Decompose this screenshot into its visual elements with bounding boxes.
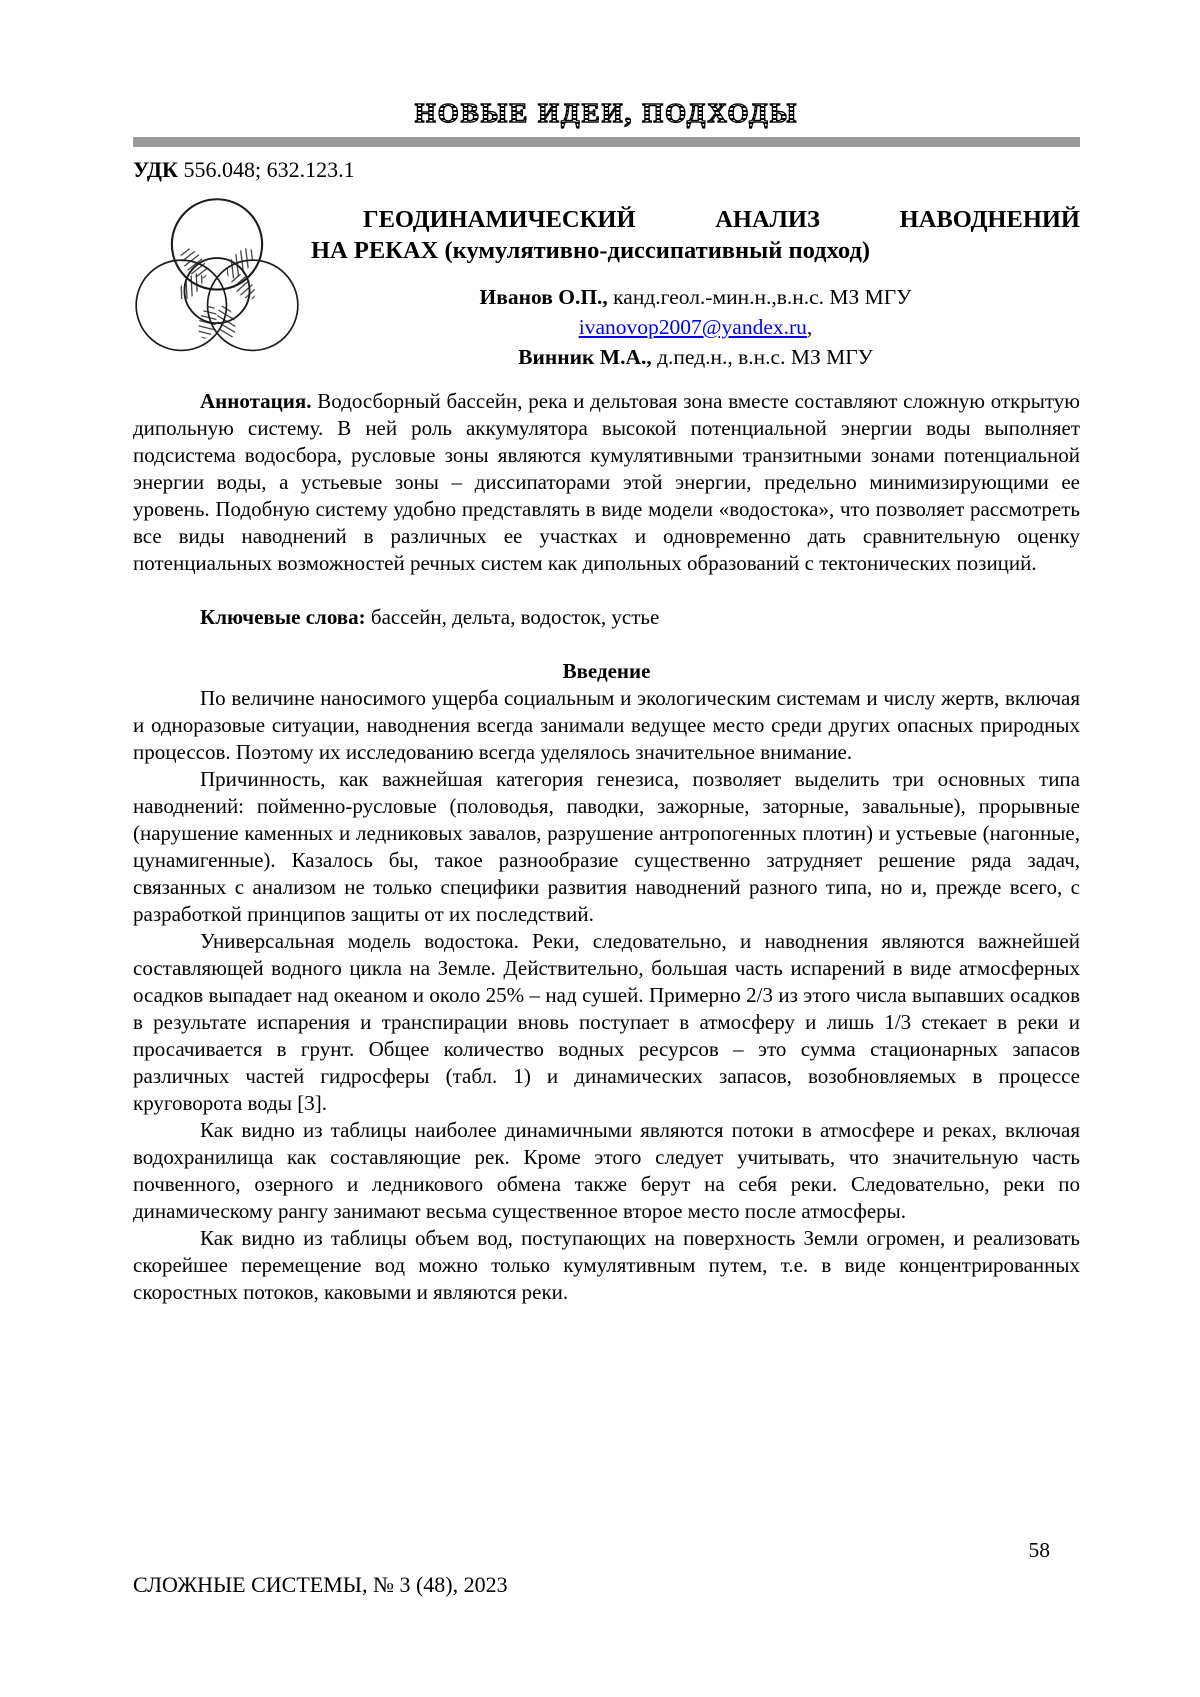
article-title-line1 — [311, 204, 1080, 235]
rubric-header-text: НОВЫЕ ИДЕИ, ПОДХОДЫ — [414, 98, 799, 128]
udc-value: 556.048; 632.123.1 — [178, 157, 355, 182]
article-body — [133, 388, 1080, 1306]
rubric-header — [133, 98, 1080, 128]
abstract-label: Аннотация. — [200, 389, 312, 413]
section-heading-introduction: Введение — [562, 659, 651, 683]
page-content — [133, 98, 1080, 1306]
author2-degrees: д.пед.н., в.н.с. МЗ МГУ — [651, 345, 873, 369]
keywords-label: Ключевые слова: — [200, 605, 366, 629]
four-circles-icon — [133, 194, 301, 362]
authors-block — [311, 282, 1080, 372]
intro-paragraph-1: По величине наносимого ущерба социальным и экологическим системам и числу жертв, включая и одноразовые ситуации, наводнения всегда занимали ведущее место среди других опасных природных процессов. Поэтому их исследованию всегда уделялось значительное внимание. — [133, 686, 1080, 764]
email-comma: , — [806, 315, 813, 339]
author-line-2 — [311, 342, 1080, 372]
keywords-text: бассейн, дельта, водосток, устье — [365, 605, 660, 629]
intro-paragraph-4: Как видно из таблицы наиболее динамичными являются потоки в атмосфере и реках, включая водохранилища как составляющие рек. Кроме этого следует учитывать, что значительную часть почвенного, озерного и ледникового обмена также берут на себя реки. Следовательно, реки по динамическому рангу занимают весьма существенное второе место после атмосферы. — [133, 1118, 1080, 1223]
keywords-line — [133, 604, 1080, 631]
journal-logo — [133, 192, 311, 367]
author1-name: Иванов О.П., — [479, 285, 608, 309]
author2-name: Винник М.А., — [518, 345, 652, 369]
page-number: 58 — [1028, 1538, 1050, 1562]
title-word-3: НАВОДНЕНИЙ — [899, 206, 1080, 233]
title-and-authors — [311, 192, 1080, 372]
intro-paragraph-5: Как видно из таблицы объем вод, поступающих на поверхность Земли огромен, и реализовать скорейшее перемещение вод можно только кумулятивным путем, т.е. в виде концентрированных скоростных потоков, каковыми и являются реки. — [133, 1226, 1080, 1304]
udc-label: УДК — [133, 157, 179, 182]
title-block — [133, 192, 1080, 372]
author-email-link[interactable]: ivanovop2007@yandex.ru — [578, 315, 807, 339]
udc-line — [133, 156, 1080, 183]
journal-footer: СЛОЖНЫЕ СИСТЕМЫ, № 3 (48), 2023 — [133, 1572, 508, 1597]
author-email-line — [311, 312, 1080, 342]
title-word-2: АНАЛИЗ — [715, 206, 820, 233]
intro-paragraph-3: Универсальная модель водостока. Реки, следовательно, и наводнения являются важнейшей составляющей водного цикла на Земле. Действительно, большая часть испарений в виде атмосферных осадков выпадает над океаном и около 25% – над сушей. Примерно 2/3 из этого числа выпавших осадков в результате испарения и транспирации вновь поступает в атмосферу и лишь 1/3 стекает в реки и просачивается в грунт. Общее количество водных ресурсов – это сумма стационарных запасов различных частей гидросферы (табл. 1) и динамических запасов, возобновляемых в процессе круговорота воды [3]. — [133, 929, 1080, 1115]
abstract-paragraph — [133, 388, 1080, 577]
header-divider-bar — [133, 137, 1080, 147]
intro-paragraph-2: Причинность, как важнейшая категория генезиса, позволяет выделить три основных типа наводнений: пойменно-русловые (половодья, паводки, зажорные, заторные, завальные), прорывные (нарушение каменных и ледниковых завалов, разрушение антропогенных плотин) и устьевые (нагонные, цунамигенные). Казалось бы, такое разнообразие существенно затрудняет решение ряда задач, связанных с анализом не только специфики развития наводнений разного типа, но и, прежде всего, с разработкой принципов защиты от их последствий. — [133, 767, 1080, 926]
article-title-line2: НА РЕКАХ (кумулятивно-диссипативный подход) — [311, 237, 870, 264]
author1-degrees: канд.геол.-мин.н.,в.н.с. МЗ МГУ — [607, 285, 912, 309]
title-word-1: ГЕОДИНАМИЧЕСКИЙ — [363, 206, 636, 233]
abstract-text: Водосборный бассейн, река и дельтовая зона вместе составляют сложную открытую дипольную систему. В ней роль аккумулятора высокой потенциальной энергии воды выполняет подсистема водосбора, русловые зоны являются кумулятивными транзитными зонами потенциальной энергии воды, а устьевые зоны – диссипаторами этой энергии, предельно минимизирующими ее уровень. Подобную систему удобно представлять в виде модели «водостока», что позволяет рассмотреть все виды наводнений в различных ее участках и одновременно дать сравнительную оценку потенциальных возможностей речных систем как дипольных образований с тектонических позиций. — [133, 389, 1080, 575]
author-line-1 — [311, 282, 1080, 312]
